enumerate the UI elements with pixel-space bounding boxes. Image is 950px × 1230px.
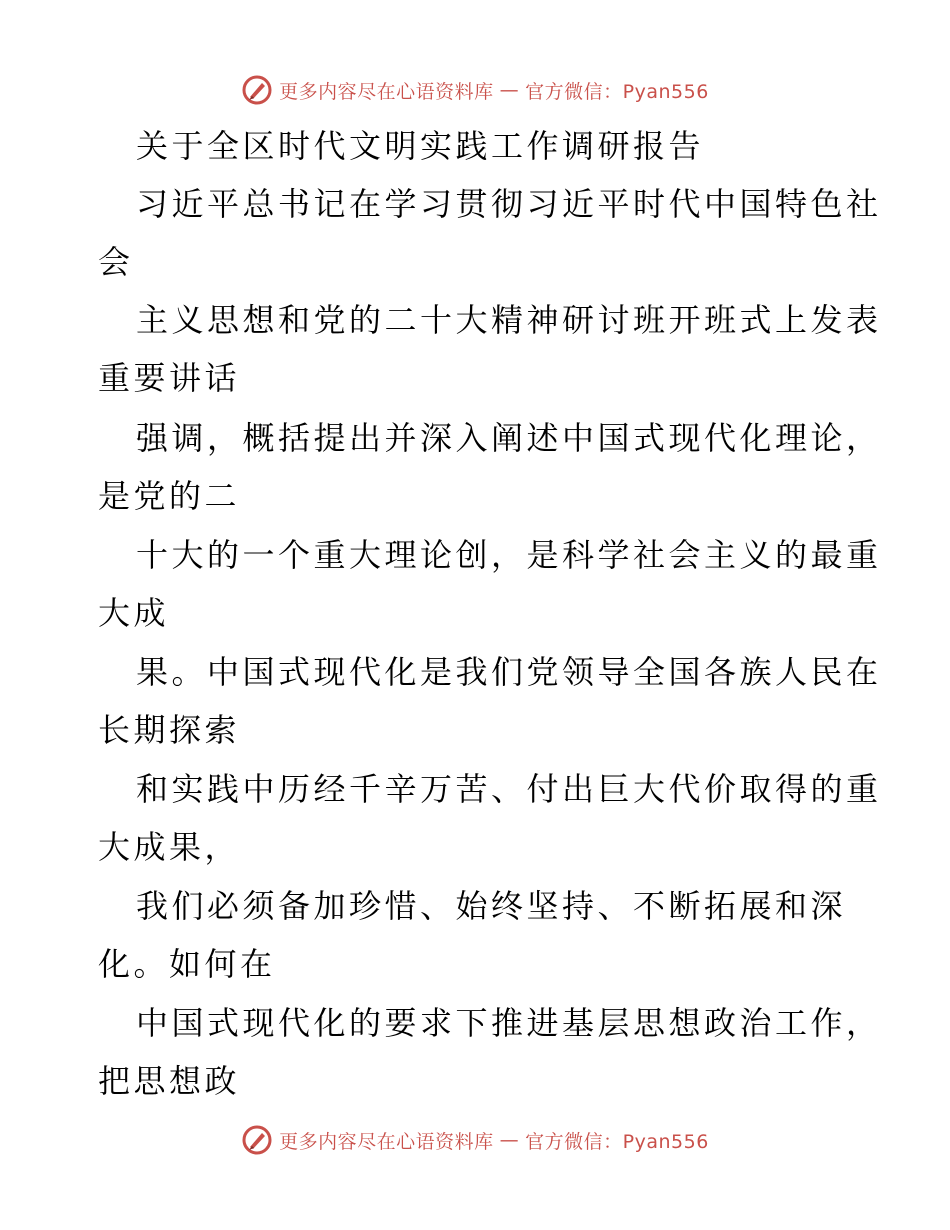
text-line: 我们必须备加珍惜、始终坚持、不断拓展和深 bbox=[136, 887, 847, 925]
text-line: 把思想政 bbox=[98, 1062, 241, 1100]
text-line: 大成 bbox=[98, 594, 170, 632]
text-line: 主义思想和党的二十大精神研讨班开班式上发表 bbox=[136, 301, 882, 339]
text-line: 重要讲话 bbox=[98, 359, 241, 397]
watermark-separator: — bbox=[499, 1129, 520, 1151]
watermark-text: 更多内容尽在心语资料库 bbox=[279, 1130, 494, 1153]
text-line: 十大的一个重大理论创，是科学社会主义的最重 bbox=[136, 536, 882, 574]
text-line: 会 bbox=[98, 243, 134, 281]
pen-logo-icon bbox=[241, 1124, 273, 1156]
text-line: 和实践中历经千辛万苦、付出巨大代价取得的重 bbox=[136, 770, 882, 808]
text-line: 中国式现代化的要求下推进基层思想政治工作， bbox=[136, 1004, 882, 1042]
text-line: 大成果， bbox=[98, 828, 241, 866]
document-title: 关于全区时代文明实践工作调研报告 bbox=[136, 127, 705, 165]
watermark-contact: 官方微信：Pyan556 bbox=[525, 80, 709, 103]
page-footer-watermark bbox=[0, 1122, 950, 1158]
text-line: 化。如何在 bbox=[98, 945, 276, 983]
watermark-separator: — bbox=[499, 79, 520, 101]
text-line: 是党的二 bbox=[98, 477, 241, 515]
watermark-text: 更多内容尽在心语资料库 bbox=[279, 80, 494, 103]
watermark-contact: 官方微信：Pyan556 bbox=[525, 1130, 709, 1153]
text-line: 强调，概括提出并深入阐述中国式现代化理论， bbox=[136, 419, 882, 457]
text-line: 习近平总书记在学习贯彻习近平时代中国特色社 bbox=[136, 185, 882, 223]
text-line: 果。中国式现代化是我们党领导全国各族人民在 bbox=[136, 653, 882, 691]
text-line: 长期探索 bbox=[98, 711, 241, 749]
